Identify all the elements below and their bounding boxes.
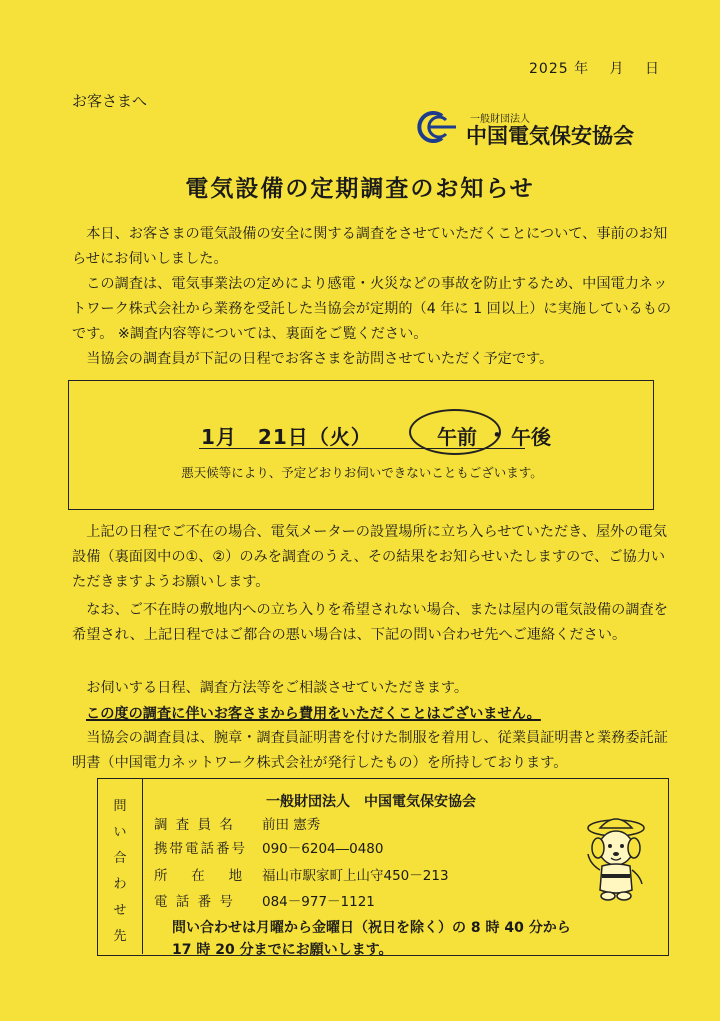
org-name: 中国電気保安協会 bbox=[466, 124, 634, 148]
side-char: 合 bbox=[113, 851, 127, 866]
side-char: い bbox=[113, 825, 127, 840]
contact-value: 090－6204―0480 bbox=[262, 841, 384, 857]
contact-row bbox=[154, 864, 449, 884]
visit-underline bbox=[199, 448, 525, 449]
contact-row bbox=[154, 813, 320, 833]
contact-row bbox=[154, 890, 375, 910]
visit-pm: 午後 bbox=[511, 425, 551, 449]
weather-note: 悪天候等により、予定どおりお伺いできないこともございます。 bbox=[181, 465, 543, 480]
contact-label: 所 在 地 bbox=[154, 868, 245, 884]
intro-paragraph-2: この調査は、電気事業法の定めにより感電・火災などの事故を防止するため、中国電力ネットワーク株式会社から業務を受託した当協会が定期的（4 年に 1 回以上）に実施しているものです。 ※調査内容等については、裏面をご覧ください。 bbox=[72, 276, 672, 342]
absent-paragraph: 上記の日程でご不在の場合、電気メーターの設置場所に立ち入らせていただき、屋外の電気設備（裏面図中の①、②）のみを調査のうえ、その結果をお知らせいたしますので、ご協力いただきますようお願いします。 bbox=[72, 524, 667, 590]
intro-paragraph-3: 当協会の調査員が下記の日程でお客さまを訪問させていただく予定です。 bbox=[72, 351, 554, 367]
mascot-dog-icon bbox=[576, 814, 656, 904]
refuse-paragraph: なお、ご不在時の敷地内への立ち入りを希望されない場合、または屋内の電気設備の調査を希望され、上記日程ではご都合の悪い場合は、下記の問い合わせ先へご連絡ください。 bbox=[72, 602, 668, 643]
side-char: 先 bbox=[113, 929, 127, 944]
uniform-paragraph: 当協会の調査員は、腕章・調査員証明書を付けた制服を着用し、従業員証明書と業務委託証明書（中国電力ネットワーク株式会社が発行したもの）を所持しております。 bbox=[72, 730, 668, 771]
contact-value: 福山市駅家町上山守450－213 bbox=[262, 868, 449, 884]
contact-hours-line-2: 17 時 20 分までにお願いします。 bbox=[172, 942, 393, 958]
contact-side-label bbox=[98, 779, 143, 954]
contact-label: 調 査 員 名 bbox=[154, 817, 235, 833]
visit-separator: ・ bbox=[487, 423, 507, 447]
free-note-wrap bbox=[86, 702, 686, 727]
contact-label: 電 話 番 号 bbox=[154, 894, 235, 910]
contact-label: 携帯電話番号 bbox=[154, 841, 247, 857]
side-char: せ bbox=[113, 903, 127, 918]
contact-box bbox=[97, 778, 669, 956]
page-title: 電気設備の定期調査のお知らせ bbox=[185, 176, 535, 202]
contact-hours-line-1: 問い合わせは月曜から金曜日（祝日を除く）の 8 時 40 分から bbox=[172, 920, 571, 936]
visit-am: 午前 bbox=[437, 425, 477, 449]
contact-value: 前田 憲秀 bbox=[262, 817, 321, 833]
side-char: 問 bbox=[113, 799, 127, 814]
org-type: 一般財団法人 bbox=[470, 114, 530, 125]
org-logo-icon bbox=[416, 110, 464, 144]
contact-org: 一般財団法人 中国電気保安協会 bbox=[266, 794, 476, 810]
consult-paragraph: お伺いする日程、調査方法等をご相談させていただきます。 bbox=[72, 680, 469, 696]
visit-date: 1月 21日（火） bbox=[201, 425, 372, 449]
salutation: お客さまへ bbox=[72, 92, 148, 110]
contact-row bbox=[154, 837, 383, 857]
visit-schedule-box bbox=[68, 380, 654, 510]
free-of-charge-note: この度の調査に伴いお客さまから費用をいただくことはございません。 bbox=[86, 706, 541, 722]
document-date: 2025 年 月 日 bbox=[529, 61, 660, 77]
intro-paragraph-1: 本日、お客さまの電気設備の安全に関する調査をさせていただくことについて、事前のお知らせにお伺いしました。 bbox=[72, 226, 668, 267]
contact-value: 084－977－1121 bbox=[262, 894, 375, 910]
side-char: わ bbox=[113, 877, 127, 892]
